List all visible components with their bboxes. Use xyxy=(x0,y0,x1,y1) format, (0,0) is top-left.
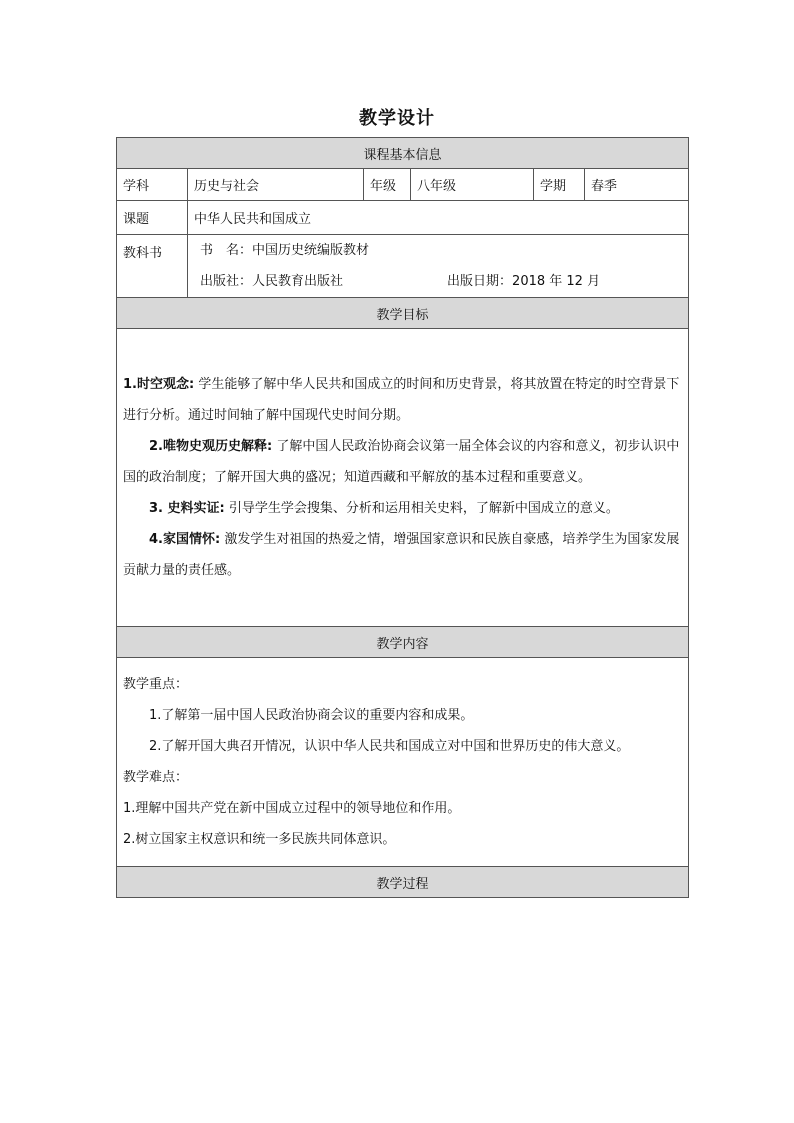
topic-value: 中华人民共和国成立 xyxy=(188,201,689,235)
topic-row xyxy=(117,201,689,235)
grade-label: 年级 xyxy=(364,169,411,201)
textbook-label: 教科书 xyxy=(117,235,188,298)
pub-date-label: 出版日期： xyxy=(447,274,513,289)
difficult-points-label: 教学难点： xyxy=(123,770,189,785)
term-label: 学期 xyxy=(534,169,585,201)
document-title: 教学设计 xyxy=(359,108,435,129)
process-header-row xyxy=(117,867,689,898)
objectives-header-row xyxy=(117,298,689,329)
book-name-line xyxy=(194,235,682,266)
content-header-row xyxy=(117,627,689,658)
key-points-label: 教学重点： xyxy=(123,677,189,692)
basic-info-header-row xyxy=(117,138,689,169)
objective-label: 1.时空观念: xyxy=(123,377,195,392)
content-row xyxy=(117,658,689,867)
grade-value: 八年级 xyxy=(411,169,534,201)
difficult-point-item: 1.理解中国共产党在新中国成立过程中的领导地位和作用。 xyxy=(123,801,461,816)
pub-date-value: 2018 年 12 月 xyxy=(512,274,601,289)
objectives-row xyxy=(117,329,689,627)
objective-label: 4.家国情怀: xyxy=(149,532,221,547)
textbook-row xyxy=(117,235,689,298)
publisher-line xyxy=(194,266,682,297)
subject-label: 学科 xyxy=(117,169,188,201)
key-point-item: 1.了解第一届中国人民政治协商会议的重要内容和成果。 xyxy=(149,708,474,723)
lesson-plan-table xyxy=(116,137,689,898)
publisher-label: 出版社： xyxy=(200,274,253,289)
objective-item xyxy=(123,369,682,431)
content-header: 教学内容 xyxy=(117,627,689,658)
term-value: 春季 xyxy=(585,169,689,201)
objective-text: 了解中国人民政治协商会议第一届全体会议的内容和意义，初步认识中国的政治制度；了解开国大典的盛况；知道西藏和平解放的基本过程和重要意义。 xyxy=(123,439,680,485)
objective-label: 2.唯物史观历史解释: xyxy=(149,439,273,454)
objectives-header: 教学目标 xyxy=(117,298,689,329)
difficult-point-item: 2.树立国家主权意识和统一多民族共同体意识。 xyxy=(123,832,396,847)
objective-text: 引导学生学会搜集、分析和运用相关史料，了解新中国成立的意义。 xyxy=(224,501,619,516)
key-point-item: 2.了解开国大典召开情况，认识中华人民共和国成立对中国和世界历史的伟大意义。 xyxy=(149,739,630,754)
book-name-value: 中国历史统编版教材 xyxy=(252,243,370,258)
process-header: 教学过程 xyxy=(117,867,689,898)
content-body xyxy=(117,658,689,867)
topic-label: 课题 xyxy=(117,201,188,235)
basic-info-header: 课程基本信息 xyxy=(117,138,689,169)
objective-text: 学生能够了解中华人民共和国成立的时间和历史背景，将其放置在特定的时空背景下进行分析。通过时间轴了解中国现代史时间分期。 xyxy=(123,377,680,423)
objective-text: 激发学生对祖国的热爱之情，增强国家意识和民族自豪感，培养学生为国家发展贡献力量的责任感。 xyxy=(123,532,680,578)
objective-label: 3. 史料实证: xyxy=(149,501,225,516)
objective-item xyxy=(123,524,682,586)
subject-row xyxy=(117,169,689,201)
subject-value: 历史与社会 xyxy=(188,169,364,201)
objective-item xyxy=(123,431,682,493)
textbook-info xyxy=(188,235,689,298)
publisher-value: 人民教育出版社 xyxy=(252,274,344,289)
book-name-label: 书 名： xyxy=(200,243,253,258)
objective-item xyxy=(123,493,682,524)
objectives-body xyxy=(117,329,689,627)
